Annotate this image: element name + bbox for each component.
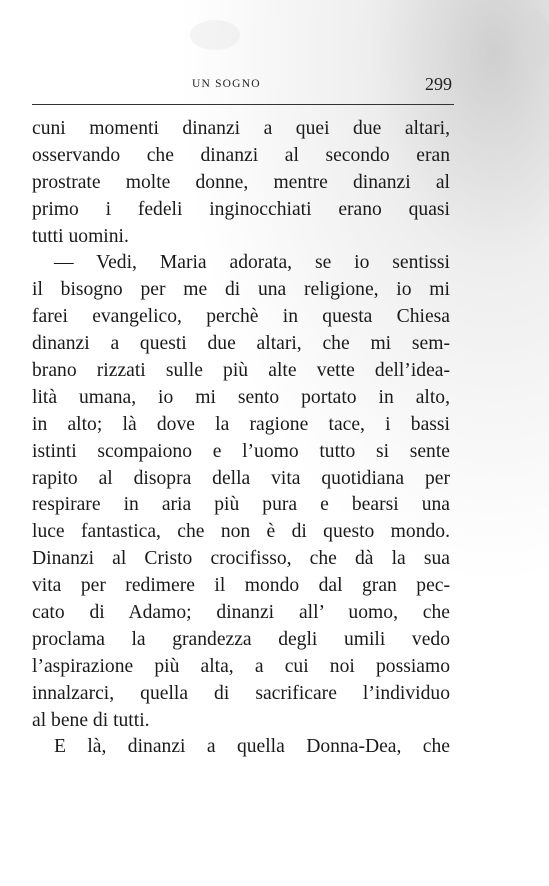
text-line: cato di Adamo; dinanzi all’ uomo, che: [32, 602, 450, 624]
text-line: in alto; là dove la ragione tace, i bassi: [32, 413, 450, 435]
text-line: respirare in aria più pura e bearsi una: [32, 494, 450, 516]
text-line: — Vedi, Maria adorata, se io sentissi: [54, 252, 450, 274]
text-line: Dinanzi al Cristo crocifisso, che dà la sua: [32, 548, 450, 570]
text-line: l’aspirazione più alta, a cui noi possiamo: [32, 655, 450, 677]
text-line: brano rizzati sulle più alte vette dell’idea-: [32, 360, 450, 382]
body-text: [32, 116, 450, 761]
text-line: lità umana, io mi sento portato in alto,: [32, 386, 450, 408]
text-line: osservando che dinanzi al secondo eran: [32, 144, 450, 166]
paper-stain: [520, 10, 549, 70]
running-head: [32, 74, 452, 98]
text-line: cuni momenti dinanzi a quei due altari,: [32, 118, 450, 139]
header-rule: [32, 104, 454, 105]
text-line: luce fantastica, che non è di questo mondo.: [32, 521, 450, 543]
text-line: tutti uomini.: [32, 225, 129, 247]
text-line: farei evangelico, perchè in questa Chiesa: [32, 306, 450, 328]
text-line: proclama la grandezza degli umili vedo: [32, 628, 450, 650]
paper-stain: [190, 20, 240, 50]
text-line: innalzarci, quella di sacrificare l’individuo: [32, 682, 450, 704]
running-title: UN SOGNO: [192, 78, 261, 90]
text-line: rapito al disopra della vita quotidiana per: [32, 467, 450, 489]
text-line: al bene di tutti.: [32, 709, 150, 731]
page-number: 299: [425, 74, 452, 94]
text-line: prostrate molte donne, mentre dinanzi al: [32, 171, 450, 193]
text-line: vita per redimere il mondo dal gran pec-: [32, 575, 450, 597]
text-line: istinti scompaiono e l’uomo tutto si sente: [32, 440, 450, 462]
text-line: dinanzi a questi due altari, che mi sem-: [32, 333, 450, 355]
text-line: primo i fedeli inginocchiati erano quasi: [32, 198, 450, 220]
text-line: il bisogno per me di una religione, io mi: [32, 279, 450, 301]
text-line: E là, dinanzi a quella Donna-Dea, che: [54, 736, 450, 758]
